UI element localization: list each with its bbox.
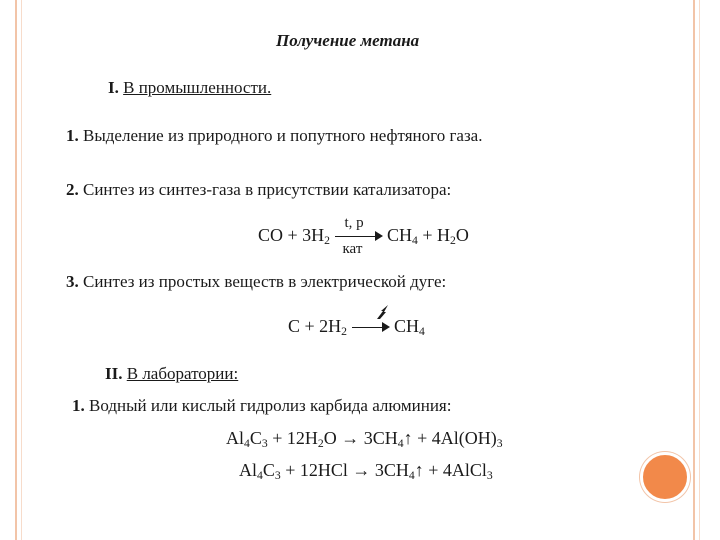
equation-hydrolysis-water (226, 428, 503, 449)
eq-part: + 12H (267, 428, 318, 448)
eq-sub: 3 (261, 436, 268, 450)
eq-part: CO + 3H (258, 225, 325, 245)
item-number: 3. (66, 272, 79, 291)
equation-syngas (258, 214, 469, 257)
item-2 (66, 180, 451, 200)
right-frame-line (693, 0, 695, 540)
reaction-arrow (352, 318, 390, 338)
eq-sub: 4 (412, 233, 418, 247)
item-3 (66, 272, 446, 292)
section-industry (108, 78, 271, 98)
item-text: Синтез из синтез-газа в присутствии катализатора: (83, 180, 452, 199)
section-number: II. (105, 364, 123, 383)
eq-part: C (262, 460, 275, 480)
equation-hydrolysis-acid (239, 460, 493, 481)
equation-arc (288, 316, 425, 338)
eq-part: C + 2H (288, 316, 342, 336)
eq-part: O (455, 225, 469, 245)
eq-part: CH (394, 316, 420, 336)
eq-part: + 12HCl (280, 460, 353, 480)
item-1 (66, 126, 482, 146)
item-number: 1. (66, 126, 79, 145)
eq-part: CH (387, 225, 413, 245)
section-heading: В лаборатории: (126, 364, 239, 383)
left-frame-line (15, 0, 17, 540)
eq-part: O (323, 428, 337, 448)
right-frame-line-inner (699, 0, 700, 540)
eq-sub: 2 (341, 324, 347, 338)
reaction-arrow (335, 214, 383, 257)
eq-part: + H (417, 225, 451, 245)
eq-sub: 4 (408, 468, 415, 482)
eq-sub: 3 (274, 468, 281, 482)
eq-sub: 4 (244, 436, 250, 450)
eq-part: C (249, 428, 262, 448)
arrow-condition-bottom: кат (342, 240, 363, 257)
eq-part: Al (226, 428, 244, 448)
section-number: I. (108, 78, 119, 97)
item-text: Водный или кислый гидролиз карбида алюминия: (89, 396, 452, 415)
eq-sub: 3 (486, 468, 493, 482)
item-text: Выделение из природного и попутного нефтяного газа. (83, 126, 483, 145)
item-number: 1. (72, 396, 85, 415)
eq-part: 3CH (370, 460, 409, 480)
eq-part: ↑ + 4Al(OH) (403, 428, 497, 448)
section-laboratory (105, 364, 238, 384)
eq-sub: 2 (324, 233, 330, 247)
section-heading: В промышленности. (123, 78, 272, 97)
eq-sub: 3 (496, 436, 503, 450)
decorative-orange-circle (640, 452, 690, 502)
item-text: Синтез из простых веществ в электрической дуге: (83, 272, 447, 291)
lightning-icon (374, 304, 392, 320)
eq-sub: 4 (257, 468, 263, 482)
page-title: Получение метана (276, 31, 420, 50)
left-frame-line-inner (21, 0, 22, 540)
eq-sub: 2 (317, 436, 324, 450)
eq-sub: 4 (397, 436, 404, 450)
arrow-condition-top: t, p (344, 214, 364, 231)
item-number: 2. (66, 180, 79, 199)
reaction-arrow: → (341, 428, 360, 448)
eq-sub: 4 (419, 324, 425, 338)
reaction-arrow: → (352, 460, 371, 480)
eq-sub: 2 (450, 233, 456, 247)
eq-part: ↑ + 4AlCl (414, 460, 487, 480)
eq-part: Al (239, 460, 257, 480)
lab-item-1 (72, 396, 451, 416)
eq-part: 3CH (363, 428, 398, 448)
